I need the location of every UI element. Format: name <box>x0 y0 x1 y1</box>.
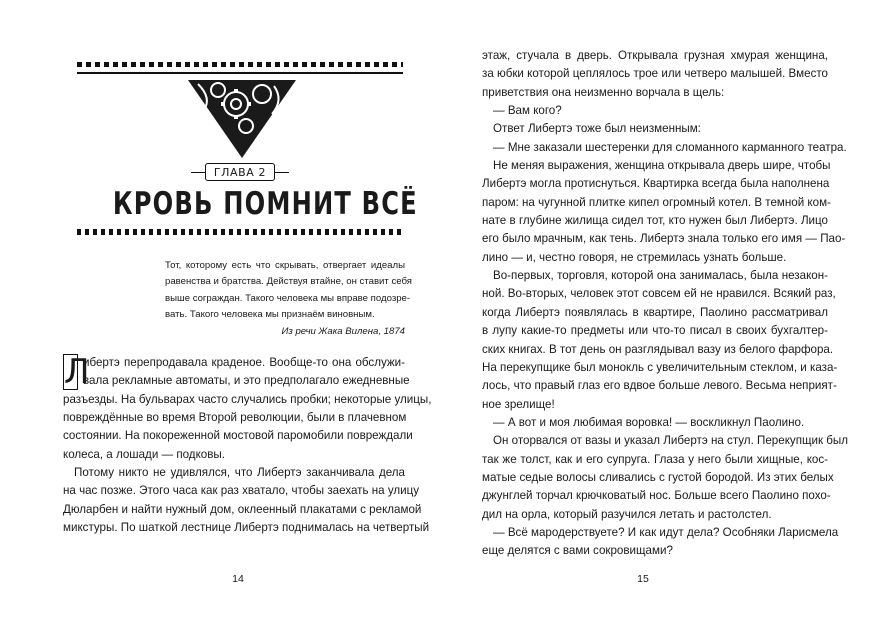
text-line: — А вот и моя любимая воровка! — воскликнул Паолино. <box>493 415 805 429</box>
text-line: ной. Во-вторых, человек этот совсем ей не нравился. Всякий раз, <box>482 287 836 301</box>
text-line: приветствия она неизменно ворчала в щель: <box>482 85 725 99</box>
text-line: матые седые волосы сливались с густой бородой. Из этих белых <box>482 470 834 484</box>
text-line: Ответ Либертэ тоже был неизменным: <box>493 122 701 136</box>
page-number: 15 <box>637 573 649 585</box>
text-line: нате в глубине жилища сидел тот, кто нужен был Либертэ. Лицо <box>482 214 828 228</box>
gear-triangle-emblem <box>188 80 296 158</box>
text-line: состоянии. На покореженной мостовой паромобили повреждали <box>63 429 413 443</box>
drop-cap: Л <box>64 352 90 392</box>
text-line: микстуры. По шаткой лестнице Либертэ поднималась на четвертый <box>63 521 430 535</box>
left-page <box>0 0 444 634</box>
text-line: разъезды. На бульварах часто случались пробки; некоторые улицы, <box>63 392 432 406</box>
text-line: за юбки которой цеплялось трое или четверо малышей. Вместо <box>482 67 828 81</box>
text-line: Либертэ могла протиснуться. Квартирка всегда была наполнена <box>482 177 830 191</box>
epigraph-line: выше сограждан. Такого человека мы вправе подозре- <box>165 292 411 304</box>
page-number: 14 <box>232 573 244 585</box>
body-text-right <box>482 47 849 561</box>
text-line: дил на орла, который разучился летать и растолстел. <box>482 507 772 521</box>
text-line: На перекупщике был монокль с увеличительным стеклом, и каза- <box>482 360 838 374</box>
epigraph-attribution: Из речи Жака Вилена, 1874 <box>281 325 405 337</box>
epigraph-line: Тот, которому есть что скрывать, отвергает идеалы <box>165 260 405 271</box>
text-line: когда Либертэ появлялась в квартире, Паолино рассматривал <box>482 305 828 319</box>
text-line: ибертэ перепродавала краденое. Вообще-то она обслужи- <box>83 356 405 369</box>
text-line: ное зрелище! <box>482 397 555 411</box>
epigraph <box>165 258 412 340</box>
text-line: колеса, а лошади — подковы. <box>63 447 225 461</box>
text-line: лино — и, честно говоря, не стремилась узнать больше. <box>482 250 787 264</box>
epigraph-line: равенства и братства. Действуя втайне, он ставит себя <box>165 276 412 288</box>
text-line: джунглей торчал крючковатый нос. Больше всего Паолино похо- <box>482 489 831 503</box>
title-zigzag-border <box>77 229 403 235</box>
text-line: в лупу какие-то предметы или что-то писал в своих бухгалтер- <box>482 324 828 338</box>
text-line: на час позже. Этого часа как раз хватало, чтобы заехать на улицу <box>63 484 420 498</box>
body-text-left <box>63 354 432 537</box>
chapter-label: ГЛАВА 2 <box>205 163 275 181</box>
header-rule <box>77 72 403 74</box>
text-line: еще делятся с вами сокровищами? <box>482 544 673 558</box>
text-line: Не меняя выражения, женщина открывала дверь шире, чтобы <box>493 159 831 173</box>
text-line: Дюларбен и найти нужный дом, оклеенный плакатами с рекламой <box>63 502 422 516</box>
text-line: лось, что правый глаз его вдвое больше левого. Весьма неприят- <box>482 379 837 393</box>
text-line: его было мрачным, как тень. Либертэ знала только его имя — Пао- <box>482 232 846 246</box>
text-line: Потому никто не удивлялся, что Либертэ заканчивала дела <box>74 466 405 480</box>
text-line: повреждённые во время Второй революции, были в плачевном <box>63 411 407 425</box>
chapter-label-badge <box>190 162 290 182</box>
text-line: Он оторвался от вазы и указал Либертэ на стул. Перекупщик был <box>493 434 849 448</box>
text-line: — Вам кого? <box>493 104 562 118</box>
header-dash-border <box>77 62 403 67</box>
text-line: — Мне заказали шестеренки для сломанного карманного театра. <box>493 140 847 154</box>
text-line: паром: на чугунной плитке кипел огромный котел. В темной ком- <box>482 195 831 209</box>
text-line: Во-первых, торговля, которой она занималась, была незакон- <box>493 269 828 283</box>
text-line: этаж, стучала в дверь. Открывала грузная хмурая женщина, <box>482 49 828 62</box>
text-line: ских книгах. В тот день он разглядывал вазу из белого фарфора. <box>482 342 834 356</box>
text-line: — Всё мародерствуете? И как идут дела? Особняки Ларисмела <box>493 525 839 539</box>
text-line: так же толст, как и его супруга. Глаза у него были хищные, кос- <box>482 452 828 466</box>
right-page <box>445 0 889 634</box>
chapter-title: КРОВЬ ПОМНИТ ВСЁ <box>112 186 418 222</box>
epigraph-line: вать. Такого человека мы признаём виновным. <box>165 309 375 321</box>
text-line: вала рекламные автоматы, и это предполагало ежедневные <box>83 374 410 388</box>
